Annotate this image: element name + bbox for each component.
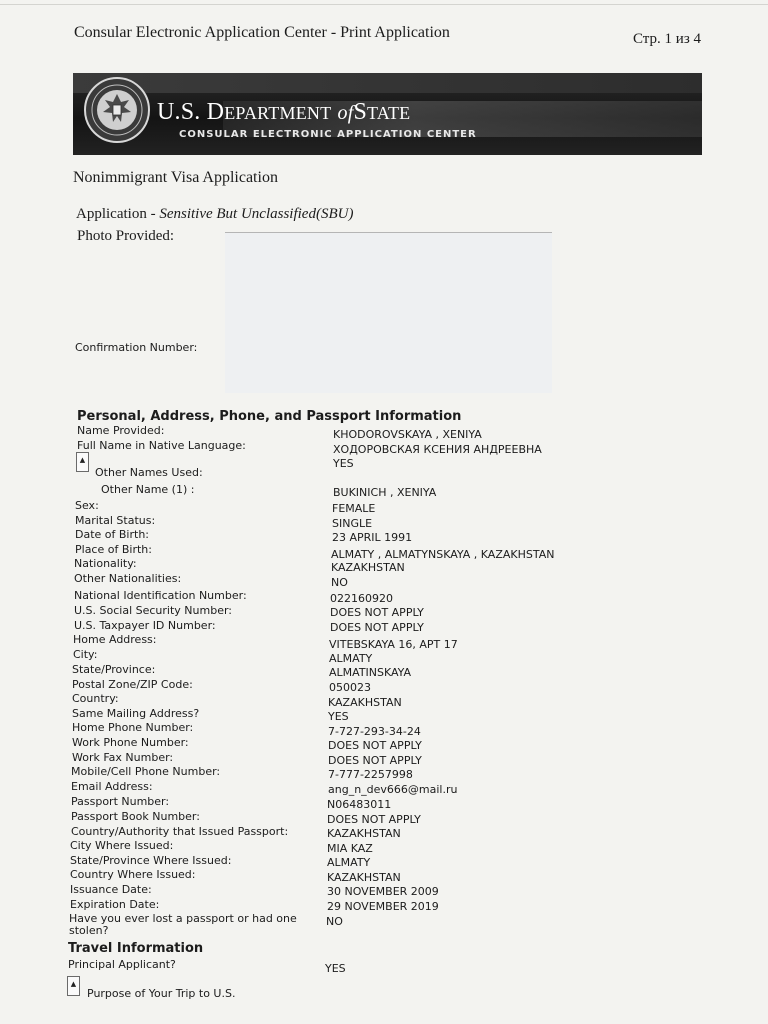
field-value: 30 NOVEMBER 2009 (327, 885, 439, 898)
field-label: Passport Number: (71, 795, 170, 808)
photo-label: Photo Provided: (77, 228, 175, 244)
confirmation-label: Confirmation Number: (75, 341, 198, 354)
field-label: City Where Issued: (70, 839, 174, 852)
form-title: Nonimmigrant Visa Application (73, 169, 278, 186)
page-indicator: Стр. 1 из 4 (633, 31, 701, 47)
field-label: Country/Authority that Issued Passport: (71, 825, 289, 838)
field-label: Mobile/Cell Phone Number: (71, 765, 221, 778)
field-value: SINGLE (332, 517, 373, 530)
field-label: Sex: (75, 499, 99, 512)
field-value: DOES NOT APPLY (327, 813, 421, 826)
travel-section-heading: Travel Information (68, 941, 204, 956)
field-label: State/Province Where Issued: (70, 854, 232, 867)
field-value: 29 NOVEMBER 2019 (327, 900, 439, 913)
photo-area (225, 232, 552, 393)
document-title: Consular Electronic Application Center - Print Application (74, 24, 450, 41)
field-label: Date of Birth: (75, 528, 150, 541)
field-label: City: (73, 648, 98, 661)
field-label: Same Mailing Address? (72, 707, 200, 720)
field-value: KHODOROVSKAYA , XENIYA (333, 428, 482, 441)
field-label: Other Name (1) : (101, 483, 195, 496)
field-label: Postal Zone/ZIP Code: (72, 678, 193, 691)
field-label: Home Phone Number: (72, 721, 194, 734)
field-value: 23 APRIL 1991 (332, 531, 413, 544)
field-value: YES (328, 710, 349, 723)
field-label: Expiration Date: (70, 898, 160, 911)
personal-section-heading: Personal, Address, Phone, and Passport Information (77, 409, 462, 424)
field-value: 7-727-293-34-24 (328, 725, 421, 738)
field-label: Other Nationalities: (74, 572, 182, 585)
field-label: Issuance Date: (70, 883, 152, 896)
field-value: KAZAKHSTAN (327, 871, 401, 884)
field-label: Country: (72, 692, 119, 705)
field-label: Country Where Issued: (70, 868, 196, 881)
field-label: State/Province: (72, 663, 156, 676)
field-value: 7-777-2257998 (328, 768, 413, 781)
field-label: Home Address: (73, 633, 157, 646)
field-label: stolen? (69, 924, 109, 937)
field-value: BUKINICH , XENIYA (333, 486, 437, 499)
field-label: Place of Birth: (75, 543, 152, 556)
field-label: Email Address: (71, 780, 153, 793)
field-label: Marital Status: (75, 514, 156, 527)
field-label: National Identification Number: (74, 589, 247, 602)
field-value: DOES NOT APPLY (328, 739, 422, 752)
field-label: Nationality: (74, 557, 137, 570)
department-banner (73, 73, 702, 155)
field-label: Name Provided: (77, 424, 165, 437)
field-label: Full Name in Native Language: (77, 439, 246, 452)
field-value: FEMALE (332, 502, 376, 515)
field-label: Work Phone Number: (72, 736, 189, 749)
other-names-toggle-button[interactable]: ▲ (76, 452, 89, 472)
application-classification: Application - Sensitive But Unclassified(SBU) (76, 206, 354, 222)
field-value: DOES NOT APPLY (328, 754, 422, 767)
field-value: NO (331, 576, 348, 589)
field-value: DOES NOT APPLY (330, 621, 424, 634)
field-label: Have you ever lost a passport or had one (69, 912, 297, 925)
field-value: ALMATY (329, 652, 373, 665)
field-value: 050023 (329, 681, 371, 694)
field-value: DOES NOT APPLY (330, 606, 424, 619)
field-value: KAZAKHSTAN (328, 696, 402, 709)
field-value: KAZAKHSTAN (331, 561, 405, 574)
field-label: U.S. Taxpayer ID Number: (74, 619, 216, 632)
field-value: ALMATINSKAYA (329, 666, 412, 679)
field-label: Work Fax Number: (72, 751, 174, 764)
field-value: NO (326, 915, 343, 928)
field-value: YES (325, 962, 346, 975)
field-value: 022160920 (330, 592, 393, 605)
field-value: MIA KAZ (327, 842, 373, 855)
department-name: U.S. DEPARTMENT ofSTATE (157, 99, 411, 125)
field-value: N06483011 (327, 798, 392, 811)
banner-subtitle: CONSULAR ELECTRONIC APPLICATION CENTER (179, 129, 477, 140)
field-label: Other Names Used: (95, 466, 203, 479)
page-top-edge (0, 4, 768, 5)
banner-stripe (73, 73, 702, 93)
field-value: ХОДОРОВСКАЯ КСЕНИЯ АНДРЕЕВНА (333, 443, 542, 456)
purpose-toggle-button[interactable]: ▲ (67, 976, 80, 996)
field-value: VITEBSKAYA 16, APT 17 (329, 638, 458, 651)
field-value: KAZAKHSTAN (327, 827, 401, 840)
field-value: ALMATY (327, 856, 371, 869)
department-of-state-seal-icon (83, 76, 151, 144)
field-label: Principal Applicant? (68, 958, 176, 971)
field-value: ALMATY , ALMATYNSKAYA , KAZAKHSTAN (331, 548, 555, 561)
field-value: YES (333, 457, 354, 470)
field-label: Passport Book Number: (71, 810, 200, 823)
field-label: Purpose of Your Trip to U.S. (87, 987, 236, 1000)
field-label: U.S. Social Security Number: (74, 604, 233, 617)
field-value: ang_n_dev666@mail.ru (328, 783, 458, 796)
